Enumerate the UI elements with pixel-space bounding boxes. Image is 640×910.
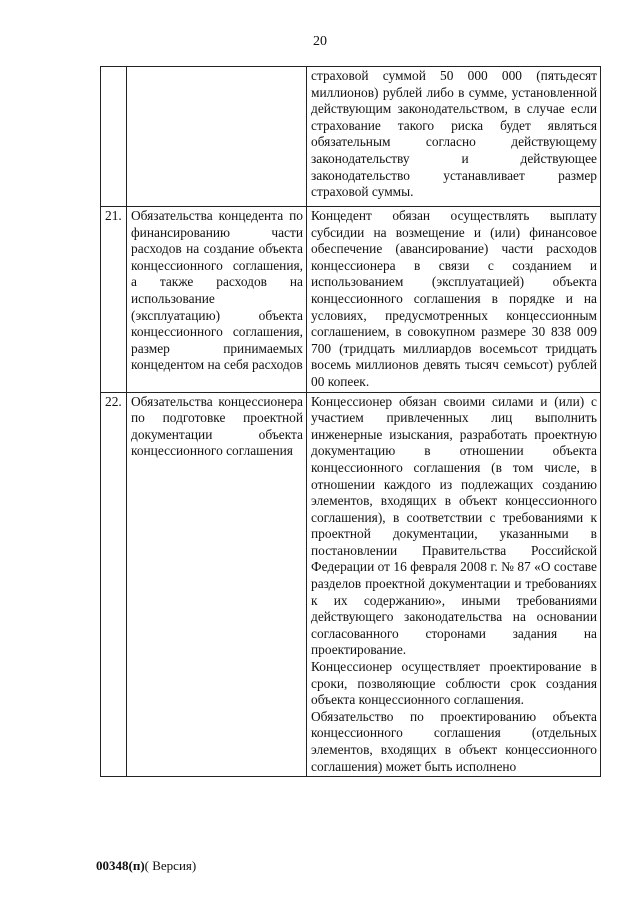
- row-description: [307, 392, 601, 777]
- page-number: 20: [313, 34, 327, 49]
- version-label: ( Версия): [144, 858, 197, 873]
- description-paragraph: Концедент обязан осуществлять выплату субсидии на возмещение и (или) финансовое обеспечение (авансирование) части расходов концессионера в связи с созданием и использованием (эксплуатацией) объекта концессионного соглашения в порядке и на условиях, предусмотренных концессионным соглашением, в совокупном размере 30 838 009 700 (тридцать миллиардов восемьсот тридцать восемь миллионов девять тысяч семьсот) рублей 00 копеек.: [311, 208, 597, 389]
- table-row: [101, 67, 601, 207]
- document-footer: [96, 858, 196, 874]
- row-description: [307, 207, 601, 393]
- row-number: [101, 67, 127, 207]
- row-name: Обязательства концессионера по подготовке проектной документации объекта концессионного соглашения: [127, 392, 307, 777]
- row-name: [127, 67, 307, 207]
- document-table: [100, 66, 601, 777]
- description-paragraph: Концессионер осуществляет проектирование в сроки, позволяющие соблюсти срок создания объекта концессионного соглашения.: [311, 659, 597, 708]
- row-number: 22.: [101, 392, 127, 777]
- document-code: 00348(п): [96, 858, 145, 873]
- table-row: [101, 392, 601, 777]
- table-row: [101, 207, 601, 393]
- description-paragraph: Концессионер обязан своими силами и (или) с участием привлеченных лиц выполнить инженерные изыскания, разработать проектную документацию в отношении объекта концессионного соглашения (в том числе, в отношении каждого из подлежащих созданию элементов, входящих в объект концессионного соглашения), в соответствии с требованиями к проектной документации, указанными в постановлении Правительства Российской Федерации от 16 февраля 2008 г. № 87 «О составе разделов проектной документации и требованиях к их содержанию», иными требованиями действующего законодательства на основании согласованного сторонами задания на проектирование.: [311, 393, 597, 658]
- row-name: Обязательства концедента по финансированию части расходов на создание объекта концессионного соглашения, а также расходов на использование (эксплуатацию) объекта концессионного соглашения, размер принимаемых концедентом на себя расходов: [127, 207, 307, 393]
- description-paragraph: страховой суммой 50 000 000 (пятьдесят миллионов) рублей либо в сумме, установленной действующим законодательством, в случае если страхование такого риска будет являться обязательным согласно действующему законодательству и действующее законодательство устанавливает размер страховой суммы.: [311, 68, 597, 200]
- row-number: 21.: [101, 207, 127, 393]
- description-paragraph: Обязательство по проектированию объекта концессионного соглашения (отдельных элементов, входящих в объект концессионного соглашения) может быть исполнено: [311, 708, 597, 774]
- row-description: [307, 67, 601, 207]
